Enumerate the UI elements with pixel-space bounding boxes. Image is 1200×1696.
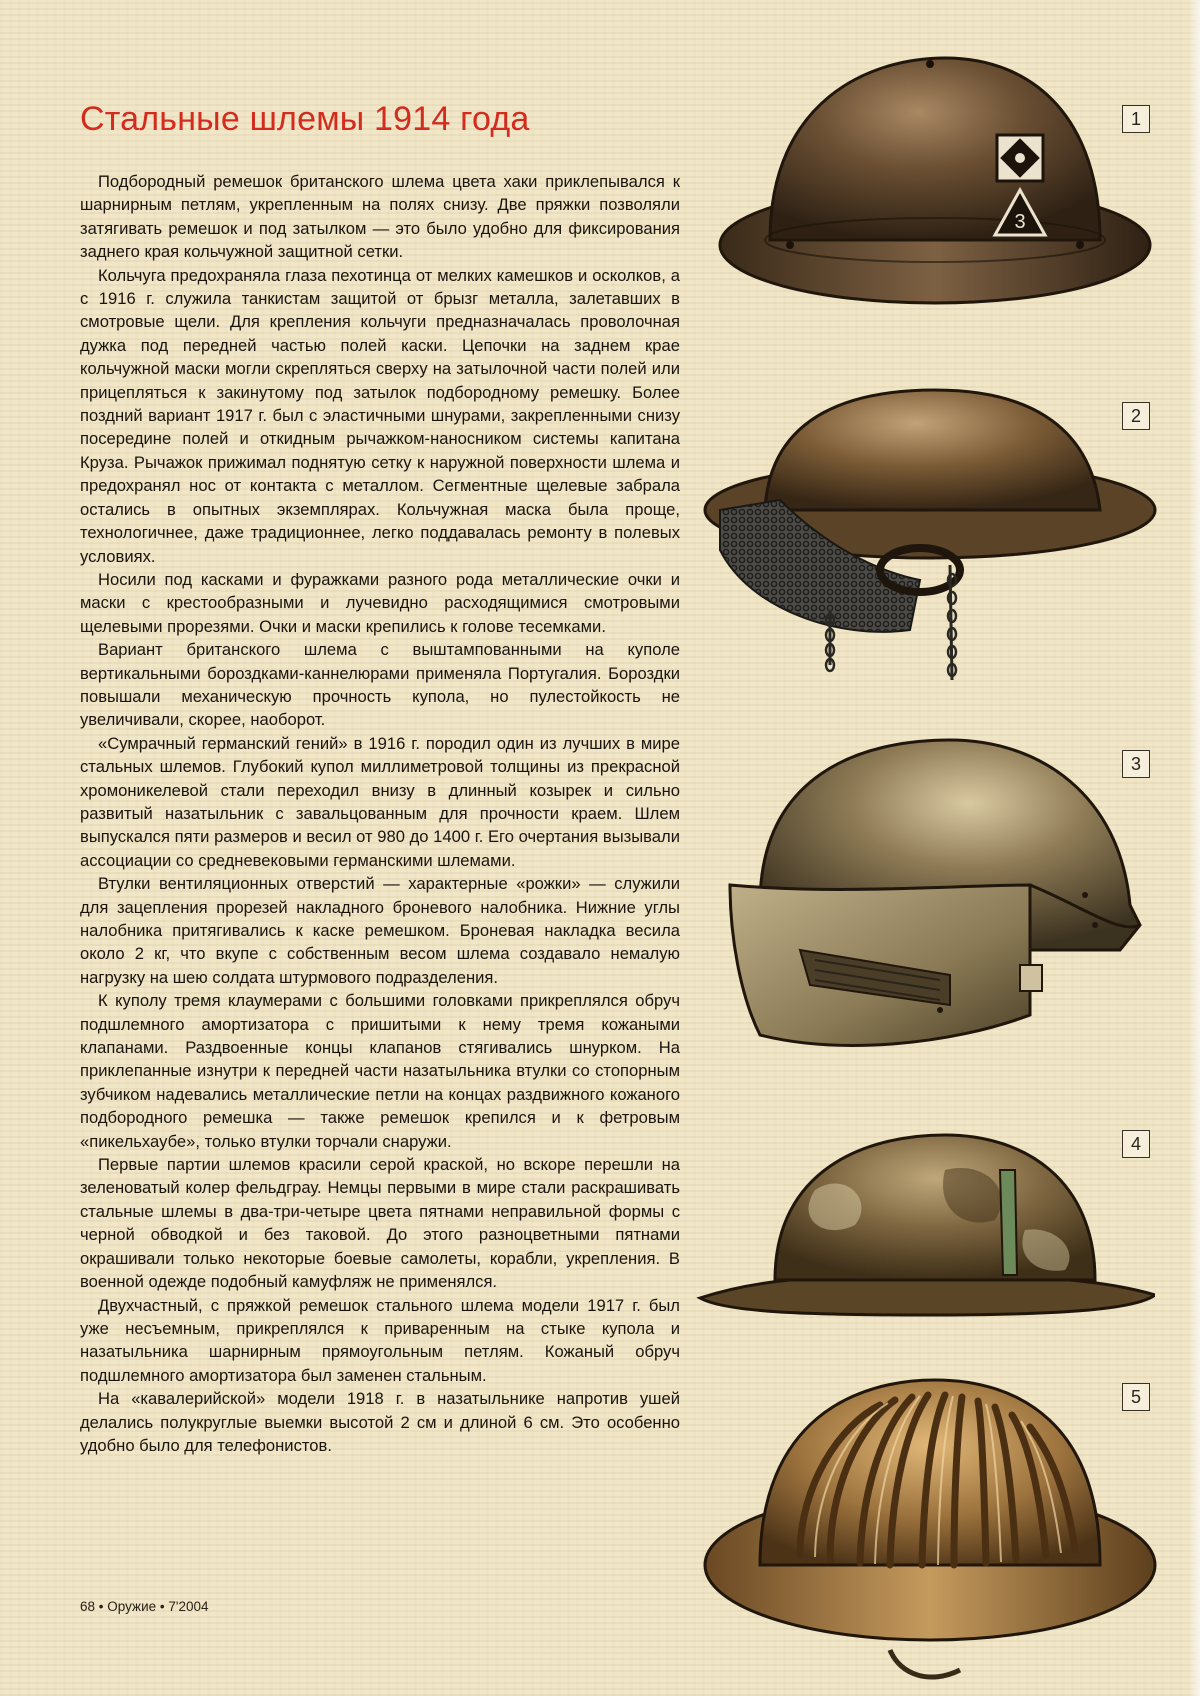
helmet-brodie-with-insignia-icon	[700, 40, 1160, 330]
figure-number-4: 4	[1122, 1130, 1150, 1158]
helmet-camouflaged-icon	[695, 1130, 1155, 1320]
article-paragraph: «Сумрачный германский гений» в 1916 г. породил один из лучших в мире стальных шлемов. Глубокий купол миллиметровой толщины из прекрасной хромоникелевой стали переходил внизу в длинный козырек и сильно развитый назатыльник с завальцованным для прочности краем. Шлем выпускался пяти размеров и весил от 980 до 1400 г. Его очертания вызывали ассоциации со средневековыми германскими шлемами.	[80, 733, 680, 870]
helmet-brodie-with-chainmail-icon	[690, 380, 1160, 740]
figure-number-2: 2	[1122, 402, 1150, 430]
article-paragraph: Кольчуга предохраняла глаза пехотинца от мелких камешков и осколков, а с 1916 г. служила танкистам защитой от брызг металла, залетавших в смотровые щели. Для крепления кольчуги предназначалась проволочная дужка под передней частью полей каски. Цепочки на заднем крае кольчужной маски могли скрепляться сверху на затылочной части полей или прицепляться к закинутому под затылок подбородному ремешку. Более поздний вариант 1917 г. был с эластичными шнурами, закрепленными снизу посередине полей и откидным рычажком-наносником системы капитана Круза. Рычажок прижимал поднятую сетку к наружной поверхности шлема и предохранял нос от контакта с металлом. Сегментные щелевые забрала остались в опытных экземплярах. Кольчужная маска была проще, технологичнее, даже традиционнее, легко поддавалась ремонту в полевых условиях.	[80, 265, 680, 566]
article-paragraph: Первые партии шлемов красили серой краской, но вскоре перешли на зеленоватый колер фельдграу. Немцы первыми в мире стали раскрашивать стальные шлемы в два-три-четыре цвета пятнами неправильной формы с черной обводкой и без таковой. До этого разноцветными пятнами окрашивали только некоторые боевые самолеты, корабли, укрепления. В военной одежде подобный камуфляж не применялся.	[80, 1155, 680, 1292]
footer-separator: •	[98, 1599, 104, 1614]
article-paragraph: Вариант британского шлема с выштампованными на куполе вертикальными бороздками-каннелюрами применяла Португалия. Бороздки повышали механическую прочность купола, но пулестойкость не увеличивали, скорее, наоборот.	[80, 640, 680, 730]
article-paragraph: Подбородный ремешок британского шлема цвета хаки приклепывался к шарнирным петлям, укрепленным на полях снизу. Две пряжки позволяли затягивать ремешок и под затылком — это было удобно для фиксирования заднего края кольчужной защитной сетки.	[80, 172, 680, 262]
article-paragraph: Носили под касками и фуражками разного рода металлические очки и маски с крестообразными и лучевидно расходящимися смотровыми щелевыми прорезями. Очки и маски крепились к голове тесемками.	[80, 569, 680, 636]
footer-separator: •	[159, 1599, 165, 1614]
article-title: Стальные шлемы 1914 года	[80, 100, 530, 138]
magazine-name: Оружие	[107, 1599, 157, 1614]
figure-number-1: 1	[1122, 105, 1150, 133]
page-number: 68	[80, 1599, 96, 1614]
helmet-fluted-portuguese-icon	[690, 1365, 1160, 1696]
article-paragraph: Двухчастный, с пряжкой ремешок стального шлема модели 1917 г. был уже несъемным, прикреплялся к приваренным на стыке купола и назатыльника шарнирным прямоугольным петлям. Кожаный обруч подшлемного амортизатора был заменен стальным.	[80, 1295, 680, 1385]
article-paragraph: К куполу тремя клаумерами с большими головками прикреплялся обруч подшлемного амортизатора с пришитыми к нему тремя кожаными клапанами. Раздвоенные концы клапанов стягивались шнурком. На приклепанные изнутри к передней части назатыльника втулки со стопорным зубчиком надевались металлические петли на концах раздвижного кожаного подбородного ремешка — также ремешок крепился и к фетровым «пикельхаубе», только втулки торчали снаружи.	[80, 991, 680, 1151]
article-paragraph: На «кавалерийской» модели 1918 г. в назатыльнике напротив ушей делались полукруглые выемки высотой 2 см и длиной 6 см. Это особенно удобно было для телефонистов.	[80, 1389, 680, 1455]
figure-number-5: 5	[1122, 1383, 1150, 1411]
insignia-number: 3	[1014, 211, 1026, 233]
article-body	[80, 170, 680, 1457]
article-paragraph: Втулки вентиляционных отверстий — характерные «рожки» — служили для зацепления прорезей накладного броневого налобника. Нижние углы налобника притягивались к каске ремешком. Броневая накладка весила около 2 кг, что вкупе с собственным весом шлема создавало немалую нагрузку на шею солдата штурмового подразделения.	[80, 874, 680, 987]
figure-number-3: 3	[1122, 750, 1150, 778]
issue-number: 7'2004	[168, 1599, 209, 1614]
page-footer	[80, 1599, 209, 1614]
page-edge	[1188, 0, 1200, 1696]
helmet-stahlhelm-with-armor-plate-icon	[700, 735, 1160, 1085]
